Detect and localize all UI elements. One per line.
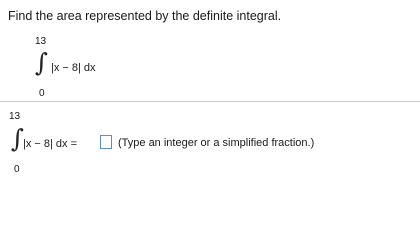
upper-limit: 13 [35,36,47,47]
integral-sign-icon: ∫ [11,124,25,153]
question-prompt: Find the area represented by the definite integral. [8,9,282,23]
integrand: |x − 8| dx = [23,138,78,150]
lower-limit: 0 [39,88,45,99]
answer-hint: (Type an integer or a simplified fraction.) [118,137,315,149]
divider [0,101,420,102]
integral-sign-icon: ∫ [35,48,49,77]
answer-input[interactable] [100,135,112,149]
integrand: |x − 8| dx [51,62,96,74]
lower-limit: 0 [14,164,20,175]
upper-limit: 13 [9,111,21,122]
